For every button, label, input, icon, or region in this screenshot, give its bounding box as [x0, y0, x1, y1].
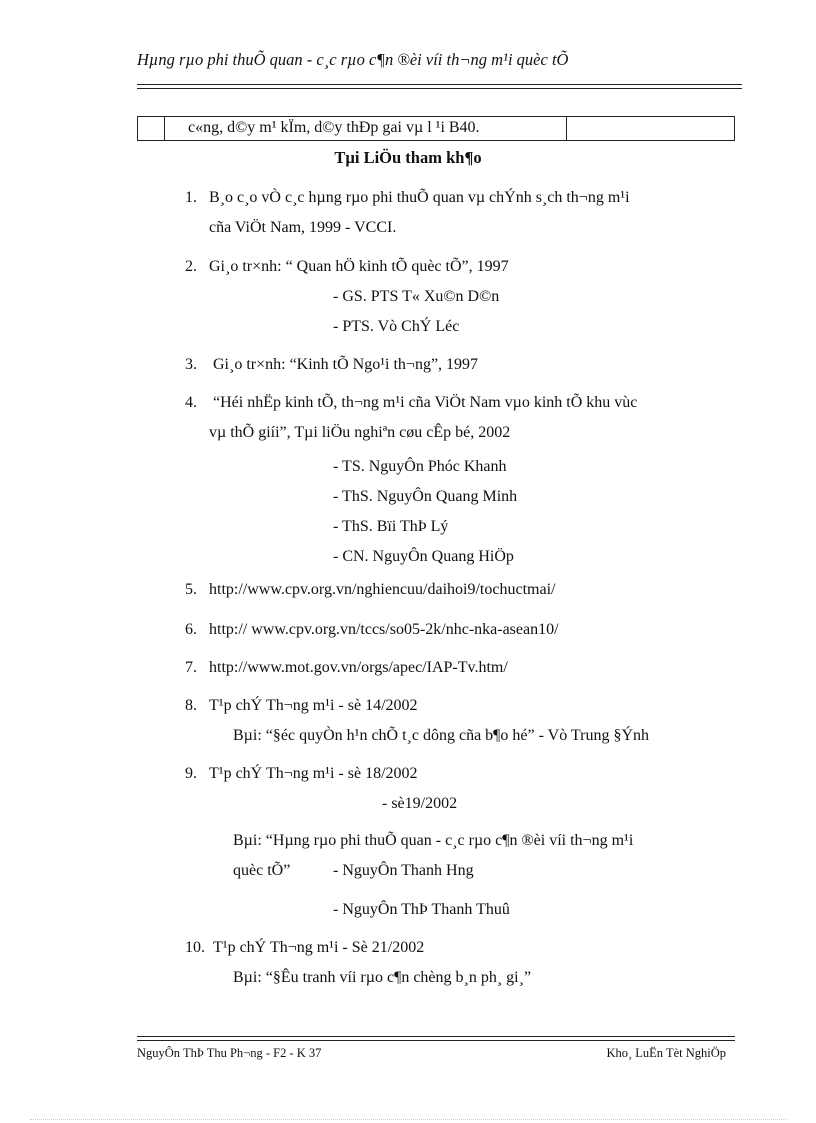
ref-number: 4.	[185, 394, 197, 411]
ref-issue: - sè19/2002	[382, 795, 458, 812]
ref-author: - NguyÔn Thanh Hng	[333, 862, 474, 879]
ref-number: 9.	[185, 765, 197, 782]
table-divider	[164, 117, 165, 140]
ref-link[interactable]: http://www.cpv.org.vn/nghiencuu/daihoi9/tochuctmai/	[209, 581, 556, 598]
ref-author: - TS. NguyÔn Phóc Khanh	[333, 458, 507, 475]
table-row	[137, 116, 735, 141]
ref-author: - PTS. Vò ChÝ Léc	[333, 318, 460, 335]
section-title: Tµi LiÖu tham kh¶o	[334, 148, 482, 167]
footer-doc-type: Kho¸ LuËn Tèt NghiÖp	[606, 1046, 726, 1060]
footer-author: NguyÔn ThÞ Thu Ph¬ng - F2 - K 37	[137, 1046, 322, 1060]
ref-author: - ThS. NguyÔn Quang Minh	[333, 488, 518, 505]
ref-line: “Héi nhËp kinh tÕ, th¬ng m¹i cña ViÖt Nam vµo kinh tÕ khu vùc	[213, 394, 638, 411]
ref-author: - CN. NguyÔn Quang HiÖp	[333, 548, 514, 565]
ref-line: T¹p chÝ Th¬ng m¹i - sè 18/2002	[209, 765, 418, 782]
table-divider	[566, 117, 567, 140]
ref-author: - ThS. Bïi ThÞ Lý	[333, 518, 449, 535]
ref-article: Bµi: “§Êu tranh víi rµo c¶n chèng b¸n ph¸ gi¸”	[233, 969, 532, 986]
ref-number: 6.	[185, 621, 197, 638]
ref-line: cña ViÖt Nam, 1999 - VCCI.	[209, 219, 397, 236]
table-cell-text: c«ng, d©y m¹ kÏm, d©y thÐp gai vµ l ¹i B40.	[188, 119, 480, 136]
ref-number: 7.	[185, 659, 197, 676]
ref-article: quèc tÕ”	[233, 862, 291, 879]
header-rule	[137, 84, 742, 85]
ref-number: 3.	[185, 356, 197, 373]
ref-number: 8.	[185, 697, 197, 714]
ref-line: Gi¸o tr×nh: “ Quan hÖ kinh tÕ quèc tÕ”, 1997	[209, 258, 509, 275]
ref-number: 1.	[185, 189, 197, 206]
footer-rule	[137, 1040, 735, 1041]
ref-line: vµ thÕ giíi”, Tµi liÖu nghiªn cøu cÊp bé, 2002	[209, 424, 511, 441]
ref-number: 10.	[185, 939, 205, 956]
ref-link[interactable]: http://www.mot.gov.vn/orgs/apec/IAP-Tv.htm/	[209, 659, 508, 676]
ref-line: T¹p chÝ Th¬ng m¹i - sè 14/2002	[209, 697, 418, 714]
page-edge-dots	[30, 1119, 786, 1120]
ref-number: 5.	[185, 581, 197, 598]
page-header: Hµng rµo phi thuÕ quan - c¸c rµo c¶n ®èi víi th¬ng m¹i quèc tÕ	[137, 50, 569, 69]
ref-line: T¹p chÝ Th¬ng m¹i - Sè 21/2002	[213, 939, 425, 956]
ref-link[interactable]: http:// www.cpv.org.vn/tccs/so05-2k/nhc-nka-asean10/	[209, 621, 559, 638]
header-rule	[137, 88, 742, 89]
ref-article: Bµi: “§éc quyÒn h¹n chÕ t¸c dông cña b¶o hé” - Vò Trung §Ýnh	[233, 727, 650, 744]
ref-article: Bµi: “Hµng rµo phi thuÕ quan - c¸c rµo c¶n ®èi víi th¬ng m¹i	[233, 832, 634, 849]
ref-author: - GS. PTS T« Xu©n D©n	[333, 288, 500, 305]
ref-author: - NguyÔn ThÞ Thanh Thuû	[333, 901, 510, 918]
ref-line: Gi¸o tr×nh: “Kinh tÕ Ngo¹i th¬ng”, 1997	[213, 356, 479, 373]
ref-line: B¸o c¸o vÒ c¸c hµng rµo phi thuÕ quan vµ chÝnh s¸ch th¬ng m¹i	[209, 189, 630, 206]
footer-rule	[137, 1036, 735, 1037]
ref-number: 2.	[185, 258, 197, 275]
